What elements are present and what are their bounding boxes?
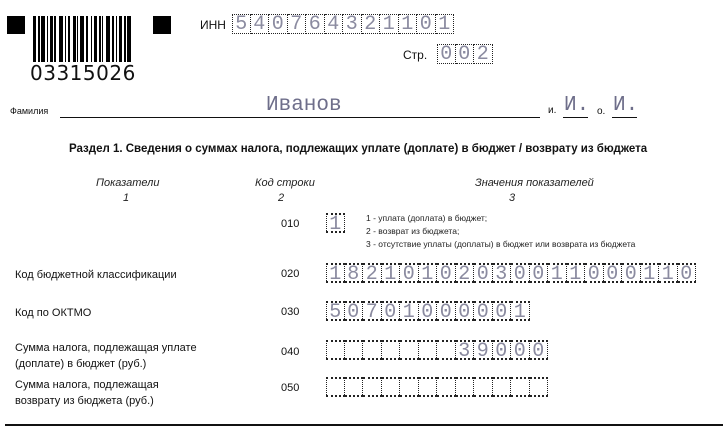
page-cell[interactable]: 0: [456, 44, 475, 64]
tax-payable-cell[interactable]: [326, 340, 345, 360]
tax-refund-cell[interactable]: [474, 377, 493, 397]
tax-payable-cell[interactable]: [345, 340, 364, 360]
tax-refund-cell[interactable]: [382, 377, 401, 397]
corner-marker-left: [7, 16, 25, 34]
page-number-field[interactable]: [437, 44, 493, 64]
oktmo-cell[interactable]: 7: [363, 301, 382, 321]
oktmo-cell[interactable]: 0: [419, 301, 438, 321]
kbk-cell[interactable]: 1: [419, 263, 438, 283]
kbk-cell[interactable]: 0: [678, 263, 697, 283]
inn-cell[interactable]: 1: [436, 14, 455, 34]
note-line-3: 3 - отсутствие уплаты (доплаты) в бюджет или возврата из бюджета: [366, 239, 636, 249]
kbk-cell[interactable]: 2: [363, 263, 382, 283]
corner-marker-right: [153, 16, 171, 34]
note-line-1: 1 - уплата (доплата) в бюджет;: [366, 213, 488, 223]
row-040-code: 040: [281, 346, 300, 358]
row-040-label: [15, 340, 197, 372]
tax-payable-cell[interactable]: 3: [456, 340, 475, 360]
inn-cell[interactable]: 0: [417, 14, 436, 34]
oktmo-cell[interactable]: 0: [493, 301, 512, 321]
row-050-label-line2: возврату из бюджета (руб.): [15, 395, 154, 407]
column-header-indicators: Показатели: [96, 177, 160, 189]
tax-refund-cell[interactable]: [456, 377, 475, 397]
surname-label: Фамилия: [10, 106, 49, 116]
kbk-cell[interactable]: 0: [437, 263, 456, 283]
note-line-2: 2 - возврат из бюджета;: [366, 226, 460, 236]
row-030-label: Код по ОКТМО: [15, 307, 92, 319]
kbk-cell[interactable]: 3: [493, 263, 512, 283]
initial-name-value[interactable]: И.: [564, 94, 590, 117]
row-050-label: [15, 377, 159, 409]
inn-cell[interactable]: 5: [232, 14, 251, 34]
tax-payable-cell[interactable]: [382, 340, 401, 360]
row-020-code: 020: [281, 268, 300, 280]
tax-refund-cell[interactable]: [493, 377, 512, 397]
tax-payable-cell[interactable]: 9: [474, 340, 493, 360]
oktmo-cell[interactable]: 0: [474, 301, 493, 321]
kbk-cell[interactable]: 1: [382, 263, 401, 283]
row-020-label: Код бюджетной классификации: [15, 269, 177, 281]
kbk-cell[interactable]: 0: [622, 263, 641, 283]
bottom-divider: [5, 424, 723, 426]
inn-field[interactable]: [232, 14, 454, 34]
inn-cell[interactable]: 4: [325, 14, 344, 34]
initial-patronymic-value[interactable]: И.: [613, 94, 639, 117]
page-cell[interactable]: 2: [474, 44, 493, 64]
inn-cell[interactable]: 4: [251, 14, 270, 34]
barcode-number: 03315026: [30, 61, 136, 85]
row-050-label-line1: Сумма налога, подлежащая: [15, 379, 159, 391]
page-label: Стр.: [403, 48, 428, 62]
kbk-cell[interactable]: 8: [345, 263, 364, 283]
payment-type-cell[interactable]: 1: [326, 213, 345, 233]
inn-cell[interactable]: 3: [343, 14, 362, 34]
surname-value[interactable]: Иванов: [266, 94, 342, 117]
kbk-cell[interactable]: 0: [400, 263, 419, 283]
tax-refund-cell[interactable]: [363, 377, 382, 397]
kbk-cell[interactable]: 1: [548, 263, 567, 283]
inn-label: ИНН: [200, 18, 226, 32]
tax-payable-cell[interactable]: [419, 340, 438, 360]
initial-patronymic-label: о.: [597, 106, 606, 117]
kbk-cell[interactable]: 1: [326, 263, 345, 283]
row-040-label-line1: Сумма налога, подлежащая уплате: [15, 342, 197, 354]
initial-patronymic-underline: [612, 117, 637, 118]
tax-refund-cell[interactable]: [437, 377, 456, 397]
inn-cell[interactable]: 7: [288, 14, 307, 34]
oktmo-cell[interactable]: 0: [345, 301, 364, 321]
kbk-cell[interactable]: 0: [530, 263, 549, 283]
kbk-cell[interactable]: 2: [456, 263, 475, 283]
kbk-cell[interactable]: 1: [567, 263, 586, 283]
page-cell[interactable]: 0: [437, 44, 456, 64]
initial-name-underline: [563, 117, 588, 118]
row-010-code: 010: [281, 218, 300, 230]
kbk-cell[interactable]: 1: [659, 263, 678, 283]
tax-refund-cell[interactable]: [530, 377, 549, 397]
tax-payable-field[interactable]: [326, 340, 548, 363]
tax-payable-cell[interactable]: 0: [493, 340, 512, 360]
initial-name-label: и.: [548, 105, 557, 116]
oktmo-cell[interactable]: 0: [382, 301, 401, 321]
oktmo-cell[interactable]: 1: [511, 301, 530, 321]
oktmo-cell[interactable]: 1: [400, 301, 419, 321]
oktmo-field[interactable]: [326, 301, 530, 324]
inn-cell[interactable]: 1: [399, 14, 418, 34]
tax-refund-cell[interactable]: [400, 377, 419, 397]
column-number-2: 2: [278, 192, 285, 204]
inn-cell[interactable]: 6: [306, 14, 325, 34]
tax-payable-cell[interactable]: 0: [511, 340, 530, 360]
oktmo-cell[interactable]: 5: [326, 301, 345, 321]
row-050-code: 050: [281, 382, 300, 394]
column-header-line-code: Код строки: [255, 177, 315, 189]
section-title: Раздел 1. Сведения о суммах налога, подлежащих уплате (доплате) в бюджет / возврату из бюджета: [69, 143, 648, 155]
inn-cell[interactable]: 1: [380, 14, 399, 34]
surname-underline: [60, 117, 540, 118]
inn-cell[interactable]: 0: [269, 14, 288, 34]
column-number-1: 1: [123, 192, 130, 204]
tax-refund-cell[interactable]: [345, 377, 364, 397]
kbk-cell[interactable]: 0: [511, 263, 530, 283]
tax-refund-cell[interactable]: [419, 377, 438, 397]
tax-refund-cell[interactable]: [511, 377, 530, 397]
oktmo-cell[interactable]: 0: [456, 301, 475, 321]
tax-refund-cell[interactable]: [326, 377, 345, 397]
kbk-field[interactable]: [326, 263, 696, 286]
column-header-values: Значения показателей: [475, 177, 594, 189]
payment-type-field[interactable]: [326, 213, 345, 236]
tax-payable-cell[interactable]: [363, 340, 382, 360]
oktmo-cell[interactable]: 0: [437, 301, 456, 321]
kbk-cell[interactable]: 0: [604, 263, 623, 283]
inn-cell[interactable]: 2: [362, 14, 381, 34]
column-number-3: 3: [509, 192, 516, 204]
kbk-cell[interactable]: 0: [474, 263, 493, 283]
tax-refund-field[interactable]: [326, 377, 548, 397]
tax-payable-cell[interactable]: [437, 340, 456, 360]
tax-payable-cell[interactable]: 0: [530, 340, 549, 360]
row-030-code: 030: [281, 306, 300, 318]
row-040-label-line2: (доплате) в бюджет (руб.): [15, 358, 147, 370]
payment-type-notes: [366, 212, 635, 251]
kbk-cell[interactable]: 0: [585, 263, 604, 283]
tax-payable-cell[interactable]: [400, 340, 419, 360]
barcode: [33, 16, 149, 62]
kbk-cell[interactable]: 1: [641, 263, 660, 283]
